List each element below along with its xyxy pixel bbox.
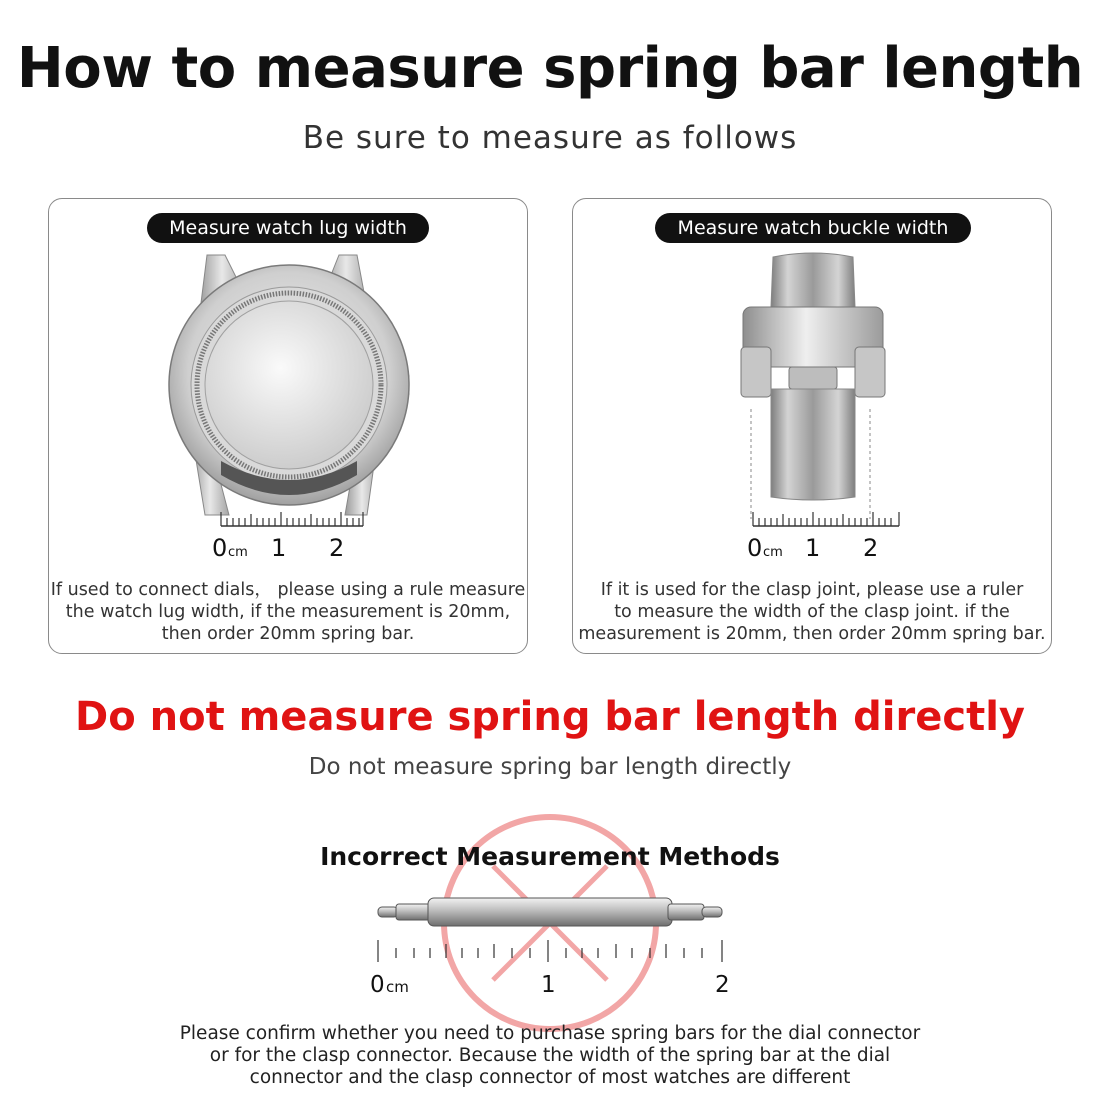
ruler-zero: 0: [370, 972, 385, 998]
page-title: How to measure spring bar length: [16, 36, 1084, 101]
instruction-line: If it is used for the clasp joint, please use a ruler: [600, 580, 1024, 600]
ruler-unit: cm: [228, 545, 248, 560]
ruler-zero: 0: [212, 534, 228, 562]
footer-line: or for the clasp connector. Because the width of the spring bar at the dial: [209, 1045, 891, 1066]
buckle-width-instructions: [573, 579, 1051, 645]
footer-notice: [0, 1023, 1100, 1089]
instruction-line: to measure the width of the clasp joint. if the: [614, 602, 1010, 622]
ruler-two: 2: [715, 972, 730, 998]
lug-width-label: Measure watch lug width: [147, 213, 429, 243]
warning-subtitle: Do not measure spring bar length directly: [308, 754, 792, 780]
incorrect-ruler: [360, 938, 760, 998]
footer-line: Please confirm whether you need to purchase spring bars for the dial connector: [179, 1023, 921, 1044]
watch-buckle-illustration: [573, 199, 1051, 499]
ruler-one: 1: [805, 534, 821, 562]
instruction-line: then order 20mm spring bar.: [161, 624, 415, 644]
ruler-unit: cm: [386, 978, 409, 996]
spring-bar-illustration: [370, 892, 730, 932]
instruction-line: If used to connect dials， please using a rule measure: [50, 580, 526, 600]
buckle-ruler: [573, 504, 1051, 574]
ruler-two: 2: [863, 534, 879, 562]
footer-line: connector and the clasp connector of most watches are different: [249, 1067, 851, 1088]
ruler-unit: cm: [763, 545, 783, 560]
lug-width-card: [48, 198, 528, 654]
ruler-zero: 0: [747, 534, 763, 562]
ruler-one: 1: [271, 534, 287, 562]
warning-title: Do not measure spring bar length directly: [75, 694, 1025, 740]
lug-width-instructions: [49, 579, 527, 645]
instruction-line: measurement is 20mm, then order 20mm spring bar.: [578, 624, 1046, 644]
page-subtitle: Be sure to measure as follows: [302, 120, 798, 156]
instruction-line: the watch lug width, if the measurement is 20mm,: [65, 602, 511, 622]
incorrect-methods-label: Incorrect Measurement Methods: [320, 842, 780, 871]
buckle-width-label: Measure watch buckle width: [655, 213, 971, 243]
ruler-one: 1: [541, 972, 556, 998]
buckle-width-card: [572, 198, 1052, 654]
lug-ruler: [49, 504, 527, 574]
ruler-two: 2: [329, 534, 345, 562]
watch-case-illustration: [49, 199, 527, 499]
